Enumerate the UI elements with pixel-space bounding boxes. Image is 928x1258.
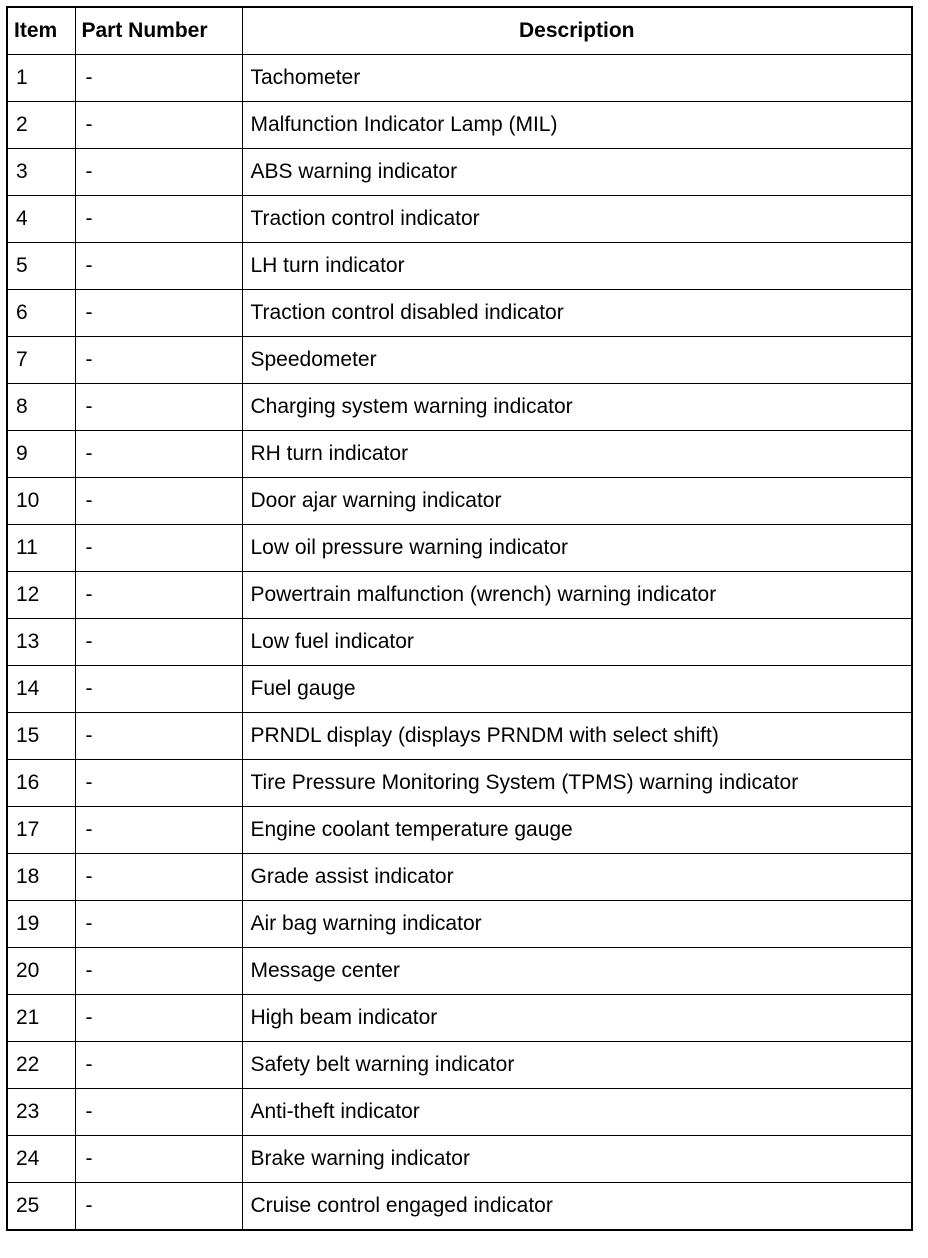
description-cell: ABS warning indicator	[242, 149, 912, 196]
description-cell: Traction control disabled indicator	[242, 290, 912, 337]
description-cell: PRNDL display (displays PRNDM with select shift)	[242, 713, 912, 760]
description-cell: Door ajar warning indicator	[242, 478, 912, 525]
part-number-cell: -	[75, 55, 242, 102]
item-cell: 7	[7, 337, 75, 384]
part-number-cell: -	[75, 102, 242, 149]
table-row	[7, 1136, 912, 1183]
description-cell: Charging system warning indicator	[242, 384, 912, 431]
part-number-cell: -	[75, 196, 242, 243]
table-row	[7, 243, 912, 290]
part-number-cell: -	[75, 384, 242, 431]
description-cell: Speedometer	[242, 337, 912, 384]
part-number-cell: -	[75, 713, 242, 760]
description-cell: Grade assist indicator	[242, 854, 912, 901]
table-row	[7, 431, 912, 478]
table-row	[7, 149, 912, 196]
part-number-cell: -	[75, 948, 242, 995]
table-row	[7, 854, 912, 901]
part-number-cell: -	[75, 337, 242, 384]
part-number-cell: -	[75, 1042, 242, 1089]
item-cell: 17	[7, 807, 75, 854]
item-cell: 13	[7, 619, 75, 666]
item-cell: 4	[7, 196, 75, 243]
table-row	[7, 713, 912, 760]
table-row	[7, 384, 912, 431]
item-cell: 16	[7, 760, 75, 807]
description-cell: Traction control indicator	[242, 196, 912, 243]
description-cell: RH turn indicator	[242, 431, 912, 478]
part-number-cell: -	[75, 243, 242, 290]
item-cell: 5	[7, 243, 75, 290]
description-cell: Cruise control engaged indicator	[242, 1183, 912, 1231]
table-row	[7, 102, 912, 149]
description-cell: Safety belt warning indicator	[242, 1042, 912, 1089]
table-row	[7, 478, 912, 525]
header-part-number: Part Number	[75, 7, 242, 55]
item-cell: 11	[7, 525, 75, 572]
description-cell: Anti-theft indicator	[242, 1089, 912, 1136]
table-row	[7, 1183, 912, 1231]
description-cell: Air bag warning indicator	[242, 901, 912, 948]
part-number-cell: -	[75, 901, 242, 948]
part-number-cell: -	[75, 619, 242, 666]
part-number-cell: -	[75, 431, 242, 478]
item-cell: 1	[7, 55, 75, 102]
part-number-cell: -	[75, 807, 242, 854]
description-cell: LH turn indicator	[242, 243, 912, 290]
part-number-cell: -	[75, 1089, 242, 1136]
description-cell: Low fuel indicator	[242, 619, 912, 666]
table-row	[7, 948, 912, 995]
item-cell: 14	[7, 666, 75, 713]
table-row	[7, 55, 912, 102]
part-number-cell: -	[75, 1136, 242, 1183]
table-row	[7, 807, 912, 854]
item-cell: 9	[7, 431, 75, 478]
table-row	[7, 619, 912, 666]
table-header	[7, 7, 912, 55]
item-cell: 23	[7, 1089, 75, 1136]
description-cell: Engine coolant temperature gauge	[242, 807, 912, 854]
description-cell: High beam indicator	[242, 995, 912, 1042]
table-row	[7, 1042, 912, 1089]
item-cell: 10	[7, 478, 75, 525]
part-number-cell: -	[75, 525, 242, 572]
description-cell: Tachometer	[242, 55, 912, 102]
description-cell: Message center	[242, 948, 912, 995]
description-cell: Brake warning indicator	[242, 1136, 912, 1183]
description-cell: Malfunction Indicator Lamp (MIL)	[242, 102, 912, 149]
item-cell: 6	[7, 290, 75, 337]
table-row	[7, 572, 912, 619]
description-cell: Fuel gauge	[242, 666, 912, 713]
table-row	[7, 666, 912, 713]
item-cell: 8	[7, 384, 75, 431]
table-row	[7, 525, 912, 572]
item-cell: 24	[7, 1136, 75, 1183]
table-row	[7, 760, 912, 807]
item-cell: 20	[7, 948, 75, 995]
table-row	[7, 995, 912, 1042]
item-cell: 2	[7, 102, 75, 149]
item-cell: 15	[7, 713, 75, 760]
table-row	[7, 1089, 912, 1136]
header-row	[7, 7, 912, 55]
table-row	[7, 337, 912, 384]
part-number-cell: -	[75, 478, 242, 525]
parts-table	[6, 6, 913, 1231]
table-body	[7, 55, 912, 1231]
header-description: Description	[242, 7, 912, 55]
description-cell: Powertrain malfunction (wrench) warning indicator	[242, 572, 912, 619]
description-cell: Low oil pressure warning indicator	[242, 525, 912, 572]
table-row	[7, 901, 912, 948]
part-number-cell: -	[75, 1183, 242, 1231]
part-number-cell: -	[75, 149, 242, 196]
part-number-cell: -	[75, 760, 242, 807]
item-cell: 19	[7, 901, 75, 948]
description-cell: Tire Pressure Monitoring System (TPMS) warning indicator	[242, 760, 912, 807]
item-cell: 18	[7, 854, 75, 901]
item-cell: 22	[7, 1042, 75, 1089]
item-cell: 21	[7, 995, 75, 1042]
item-cell: 12	[7, 572, 75, 619]
part-number-cell: -	[75, 995, 242, 1042]
item-cell: 3	[7, 149, 75, 196]
table-row	[7, 290, 912, 337]
table-row	[7, 196, 912, 243]
part-number-cell: -	[75, 666, 242, 713]
part-number-cell: -	[75, 572, 242, 619]
part-number-cell: -	[75, 290, 242, 337]
item-cell: 25	[7, 1183, 75, 1231]
part-number-cell: -	[75, 854, 242, 901]
header-item: Item	[7, 7, 75, 55]
